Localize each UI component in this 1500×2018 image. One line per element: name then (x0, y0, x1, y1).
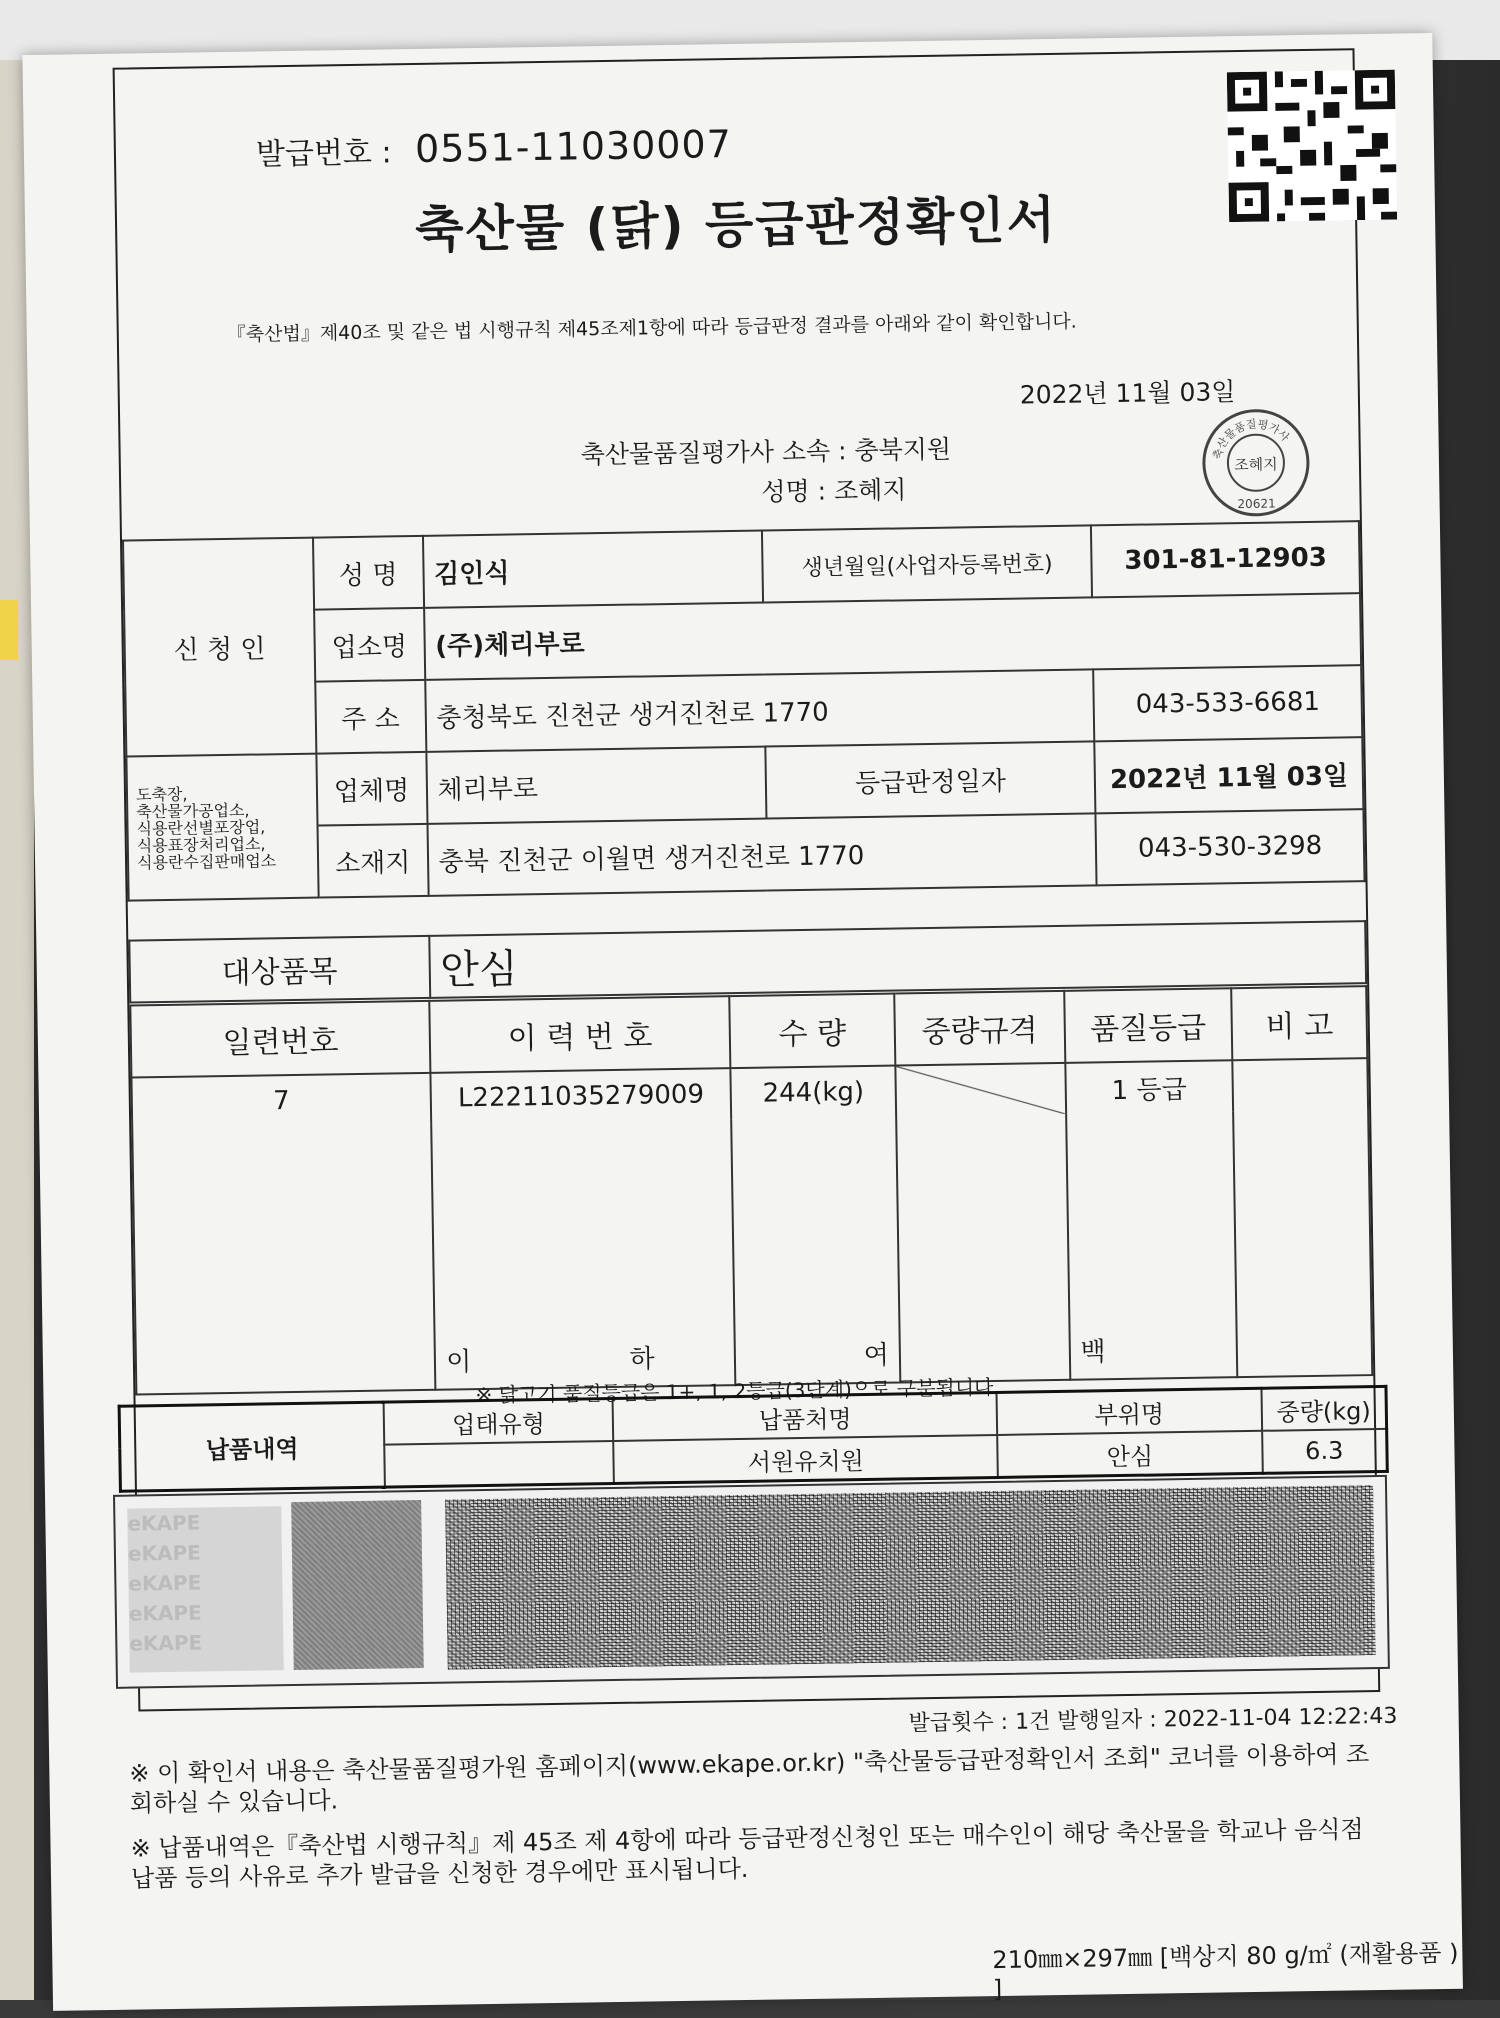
delivery-label: 납품내역 (119, 1402, 385, 1491)
col-quantity: 수 량 (729, 994, 895, 1069)
business-name: (주)체리부로 (424, 593, 1361, 680)
official-seal-icon (1200, 407, 1312, 519)
location-label: 소재지 (317, 824, 428, 898)
delivery-weight-value: 6.3 (1262, 1429, 1388, 1473)
delivery-place-value: 서원유치원 (614, 1435, 999, 1484)
paper-spec: 210㎜×297㎜ [백상지 80 g/㎡ (재활용품 ) ] (992, 1938, 1459, 2004)
company-label: 업체명 (316, 752, 427, 826)
issue-number-line (256, 122, 733, 173)
grading-items-table (129, 985, 1373, 1395)
delivery-table (118, 1385, 1389, 1493)
delivery-part-value: 안심 (997, 1431, 1262, 1478)
issue-meta: 발급횟수 : 1건 발행일자 : 2022-11-04 12:22:43 (908, 1703, 1398, 1737)
col-weight-spec: 중량규격 (894, 991, 1065, 1066)
seal-name: 조혜지 (1234, 455, 1278, 475)
applicant-phone: 043-533-6681 (1093, 665, 1362, 741)
issue-label: 발급번호 : (255, 135, 392, 173)
grade-date: 2022년 11월 03일 (1095, 737, 1364, 813)
applicant-table (122, 520, 1366, 901)
side-tab (0, 600, 18, 660)
address-label: 주 소 (315, 680, 426, 754)
name-label: 성 명 (313, 536, 424, 610)
business-number: 301-81-12903 (1091, 521, 1360, 597)
applicant-address: 충청북도 진천군 생거진천로 1770 (425, 669, 1095, 751)
security-gray-pattern (291, 1500, 424, 1670)
birth-label: 생년월일(사업자등록번호) (762, 525, 1092, 602)
grade-note: ※ 닭고기 품질등급은 1+, 1, 2등급(3단계)으로 구분됩니다. (475, 1374, 1000, 1408)
certificate-frame (113, 48, 1381, 1711)
applicant-name: 김인식 (423, 531, 763, 608)
evaluator-name: 성명 : 조혜지 (761, 475, 907, 507)
facility-location: 충북 진천군 이월면 생거진천로 1770 (427, 813, 1097, 895)
facility-section-label: 도축장, 축산물가공업소, 식용란선별포장업, 식용표장처리업소, 식용란수집판매업소 (126, 754, 318, 901)
security-barcode-pattern (445, 1485, 1376, 1670)
closing-mark-4: 백 (1080, 1337, 1106, 1368)
note-value (1233, 1058, 1369, 1111)
delivery-col-place: 납품처명 (613, 1392, 998, 1441)
target-item-label: 대상품목 (129, 936, 429, 1003)
ekape-watermark: eKAPE eKAPE eKAPE eKAPE eKAPE (127, 1506, 284, 1672)
col-note: 비 고 (1231, 986, 1367, 1060)
applicant-section-label: 신 청 인 (123, 538, 316, 757)
closing-mark-1: 이 (445, 1347, 472, 1378)
business-label: 업소명 (314, 608, 425, 682)
serial-value: 7 (131, 1073, 431, 1129)
footnote-2: ※ 납품내역은『축산법 시행규칙』제 45조 제 4항에 따라 등급판정신청인 또는 매수인이 해당 축산물을 학교나 음식점 납품 등의 사유로 추가 발급을 신청한 경우에만 표시됩니다. (130, 1815, 1364, 1893)
company-name: 체리부로 (426, 747, 766, 824)
delivery-col-weight: 중량(kg) (1261, 1386, 1387, 1430)
grade-date-label: 등급판정일자 (765, 741, 1095, 818)
closing-mark-2: 하 (629, 1344, 655, 1375)
delivery-col-type: 업태유형 (383, 1399, 613, 1445)
evaluator-affiliation: 축산물품질평가사 소속 : 충북지원 (580, 434, 952, 470)
issue-date: 2022년 11월 03일 (1019, 377, 1236, 410)
issue-number: 0551-11030007 (414, 121, 733, 171)
quantity-value: 244(kg) (730, 1066, 896, 1120)
weight-spec-value (895, 1063, 1065, 1117)
target-item-value: 안심 (429, 921, 1366, 998)
certificate-paper (22, 33, 1463, 2011)
trace-number-value: L22211035279009 (431, 1068, 732, 1124)
seal-number: 20621 (1237, 496, 1276, 512)
delivery-type-value (384, 1441, 614, 1487)
intro-text: 『축산법』제40조 및 같은 법 시행규칙 제45조제1항에 따라 등급판정 결과를 아래와 같이 확인합니다. (226, 310, 1077, 346)
security-pattern-area (113, 1475, 1390, 1689)
closing-mark-3: 여 (863, 1340, 890, 1372)
footnote-1: ※ 이 확인서 내용은 축산물품질평가원 홈페이지(www.ekape.or.kr) "축산물등급판정확인서 조회" 코너를 이용하여 조회하실 수 있습니다. (129, 1740, 1370, 1818)
col-grade: 품질등급 (1064, 988, 1233, 1063)
document-title: 축산물 (닭) 등급판정확인서 (414, 190, 1058, 259)
col-serial: 일련번호 (130, 1001, 430, 1078)
col-trace-number: 이 력 번 호 (430, 996, 731, 1073)
delivery-col-part: 부위명 (997, 1388, 1262, 1435)
grade-value: 1 등급 (1065, 1060, 1233, 1114)
seal-top-text: 축산물품질평가사 (1210, 417, 1292, 461)
facility-phone: 043-530-3298 (1096, 809, 1365, 885)
